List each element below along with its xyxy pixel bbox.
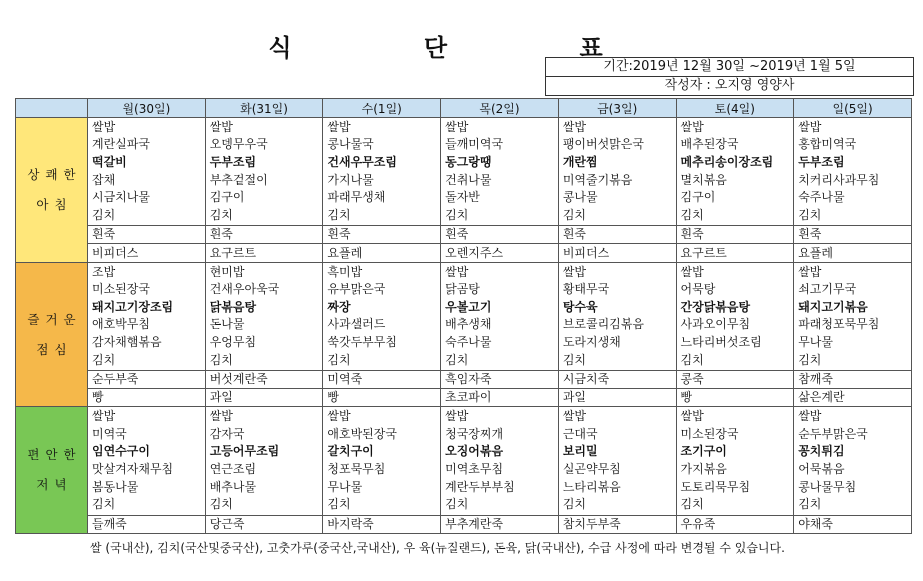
main-dish: 건새우무조림: [327, 155, 397, 169]
dish-item: 치커리사과무침: [798, 172, 880, 187]
author-text: 작성자 : 오지영 영양사: [546, 76, 913, 95]
menu-cell: [794, 118, 912, 226]
menu-cell: [558, 262, 676, 370]
day-header: 월(30일): [88, 99, 206, 118]
dish-item: 사과오이무침: [680, 317, 751, 332]
dish-item: 김구이: [209, 190, 245, 205]
dish-item: 배추생채: [445, 317, 492, 332]
origin-note: 쌀 (국내산), 김치(국산및중국산), 고춧가루(중국산,국내산), 우 육(뉴질랜드), 돈육, 닭(국내산), 수급 사정에 따라 변경될 수 있습니다.: [90, 541, 785, 555]
porridge-cell: 흰죽: [88, 226, 206, 244]
menu-cell: [441, 407, 559, 515]
dish-item: 쌀밥: [92, 409, 116, 424]
menu-cell: [441, 262, 559, 370]
dish-item: 청국장찌개: [445, 426, 504, 441]
dish-item: 콩나물무침: [798, 479, 857, 494]
porridge-cell: 우유죽: [676, 515, 794, 533]
dish-item: 김치: [562, 352, 586, 367]
lunch-main-row: [16, 262, 912, 370]
dish-item: 김치: [92, 497, 116, 512]
page-title: 식 단 표: [268, 34, 665, 62]
dish-item: 홍합미역국: [798, 137, 857, 152]
day-header: 일(5일): [794, 99, 912, 118]
porridge-cell: 흰죽: [205, 226, 323, 244]
lunch-label: [16, 262, 88, 407]
menu-cell: [205, 262, 323, 370]
dish-item: 돌자반: [445, 190, 480, 205]
porridge-cell: 야채죽: [794, 515, 912, 533]
dish-item: 김치: [327, 207, 351, 222]
dish-item: 김치: [92, 352, 116, 367]
main-dish: 우볼고기: [445, 299, 492, 314]
porridge-cell: 흰죽: [676, 226, 794, 244]
dish-item: 계란실파국: [92, 137, 150, 152]
menu-cell: [441, 118, 559, 226]
dish-item: 쌀밥: [680, 119, 704, 134]
meal-label-line: 편안한: [27, 447, 82, 463]
porridge-cell: 흰죽: [794, 226, 912, 244]
porridge-cell: 흰죽: [323, 226, 441, 244]
main-dish: 고등어무조림: [209, 444, 280, 459]
dish-item: 건취나물: [445, 172, 492, 187]
menu-cell: [676, 262, 794, 370]
dish-item: 김치: [445, 207, 469, 222]
dish-item: 팽이버섯맑은국: [562, 137, 644, 152]
dish-item: 연근조림: [209, 462, 257, 477]
main-dish: 갈치구이: [327, 444, 374, 459]
main-dish: 돼지고기장조림: [92, 299, 174, 314]
dish-item: 들깨미역국: [445, 137, 504, 152]
dish-item: 쌀밥: [562, 409, 586, 424]
dish-item: 콩나물국: [327, 137, 374, 152]
porridge-cell: 시금치죽: [558, 370, 676, 388]
snack-cell: 빵: [676, 389, 794, 407]
dish-item: 가지나물: [327, 172, 374, 187]
dish-item: 감자채햄볶음: [92, 334, 162, 349]
main-dish: 메추리송이장조림: [680, 155, 774, 169]
day-header: 토(4일): [676, 99, 794, 118]
main-dish: 두부조림: [798, 155, 845, 169]
menu-cell: [794, 407, 912, 515]
snack-cell: 초코파이: [441, 389, 559, 407]
dish-item: 김치: [562, 497, 586, 512]
main-dish: 오징어볶음: [445, 444, 504, 459]
main-dish: 간장닭볶음탕: [680, 299, 751, 314]
snack-cell: 삶은계란: [794, 389, 912, 407]
menu-cell: [323, 407, 441, 515]
dish-item: 어묵볶음: [798, 462, 845, 477]
dish-item: 쌀밥: [445, 409, 469, 424]
dish-item: 김치: [562, 207, 586, 222]
main-dish: 조기구이: [680, 444, 727, 459]
dish-item: 쌀밥: [327, 409, 351, 424]
dish-item: 파래무생채: [327, 190, 386, 205]
dish-item: 조밥: [92, 264, 116, 279]
dish-item: 김치: [327, 497, 351, 512]
main-dish: 돼지고기볶음: [798, 299, 868, 314]
main-dish: 개란찜: [562, 155, 598, 169]
dish-item: 김치: [209, 352, 233, 367]
porridge-cell: 당근죽: [205, 515, 323, 533]
main-dish: 닭볶음탕: [209, 299, 257, 314]
dish-item: 쌀밥: [798, 119, 822, 134]
menu-cell: [205, 118, 323, 226]
breakfast-snack-row: [16, 244, 912, 262]
menu-cell: [88, 407, 206, 515]
dish-item: 쌀밥: [562, 119, 586, 134]
snack-cell: 오렌지주스: [441, 244, 559, 262]
dish-item: 김치: [680, 497, 704, 512]
breakfast-main-row: [16, 118, 912, 226]
dish-item: 돈나물: [209, 317, 245, 332]
dish-item: 미소된장국: [92, 282, 150, 297]
dish-item: 청포묵무침: [327, 462, 386, 477]
menu-cell: [558, 407, 676, 515]
dish-item: 맛살겨자채무침: [92, 462, 174, 477]
dish-item: 느타리버섯조림: [680, 334, 762, 349]
main-dish: 임연수구이: [92, 444, 150, 459]
dish-item: 쌀밥: [92, 119, 116, 134]
dish-item: 쌀밥: [327, 119, 351, 134]
dish-item: 배추된장국: [680, 137, 739, 152]
header-corner: [16, 99, 88, 118]
main-dish: 떡갈비: [92, 155, 127, 169]
dish-item: 김치: [798, 497, 822, 512]
dish-item: 감자국: [209, 426, 245, 441]
dish-item: 쌀밥: [562, 264, 586, 279]
dish-item: 미역줄기볶음: [562, 172, 633, 187]
dish-item: 김치: [798, 207, 822, 222]
dish-item: 쌀밥: [680, 409, 704, 424]
dish-item: 브로콜리김볶음: [562, 317, 644, 332]
dish-item: 느타리볶음: [562, 479, 621, 494]
day-header: 목(2일): [441, 99, 559, 118]
snack-cell: 과일: [205, 389, 323, 407]
dish-item: 김치: [92, 207, 116, 222]
dish-item: 미역국: [92, 426, 127, 441]
dish-item: 잡채: [92, 172, 116, 187]
dinner-label: [16, 407, 88, 534]
porridge-cell: 바지락죽: [323, 515, 441, 533]
dish-item: 근대국: [562, 426, 598, 441]
breakfast-label: [16, 118, 88, 263]
menu-cell: [323, 118, 441, 226]
main-dish: 보리밀: [562, 444, 598, 459]
dish-item: 실곤약무침: [562, 462, 621, 477]
dish-item: 미소된장국: [680, 426, 739, 441]
dish-item: 쌀밥: [445, 264, 469, 279]
dish-item: 쑥갓두부무침: [327, 334, 397, 349]
dish-item: 쌀밥: [798, 264, 822, 279]
menu-table: [15, 98, 912, 534]
porridge-cell: 순두부죽: [88, 370, 206, 388]
snack-cell: 빵: [323, 389, 441, 407]
lunch-porridge-row: [16, 370, 912, 388]
meal-label-line: 즐거운: [27, 311, 82, 327]
period-text: 기간:2019년 12월 30일 ~2019년 1월 5일: [603, 59, 856, 74]
main-dish: 동그랑땡: [445, 155, 492, 169]
snack-cell: 비피더스: [558, 244, 676, 262]
dish-item: 배추나물: [209, 479, 257, 494]
dish-item: 김치: [680, 207, 704, 222]
dish-item: 쌀밥: [680, 264, 704, 279]
snack-cell: 과일: [558, 389, 676, 407]
breakfast-porridge-row: [16, 226, 912, 244]
dish-item: 봄동나물: [92, 479, 139, 494]
dinner-porridge-row: [16, 515, 912, 533]
snack-cell: 요플레: [323, 244, 441, 262]
dish-item: 흑미밥: [327, 264, 363, 279]
menu-cell: [88, 262, 206, 370]
dish-item: 쌀밥: [445, 119, 469, 134]
snack-cell: 비피더스: [88, 244, 206, 262]
dinner-main-row: [16, 407, 912, 515]
meal-label-line: 아침: [36, 196, 73, 212]
dish-item: 김치: [209, 207, 233, 222]
day-header: 수(1일): [323, 99, 441, 118]
dish-item: 계란두부부침: [445, 479, 515, 494]
dish-item: 쌀밥: [209, 119, 233, 134]
menu-cell: [676, 407, 794, 515]
main-dish: 두부조림: [209, 155, 257, 169]
dish-item: 숙주나물: [445, 334, 492, 349]
dish-item: 부추겉절이: [209, 172, 268, 187]
dish-item: 숙주나물: [798, 190, 845, 205]
dish-item: 사과샐러드: [327, 317, 386, 332]
menu-body: [16, 118, 912, 534]
menu-cell: [558, 118, 676, 226]
dish-item: 우엉무침: [209, 334, 257, 349]
meal-label-line: 점심: [36, 341, 73, 357]
dish-item: 어묵탕: [680, 282, 716, 297]
dish-item: 쇠고기무국: [798, 282, 857, 297]
dish-item: 콩나물: [562, 190, 598, 205]
porridge-cell: 흰죽: [441, 226, 559, 244]
menu-cell: [323, 262, 441, 370]
porridge-cell: 흰죽: [558, 226, 676, 244]
snack-cell: 빵: [88, 389, 206, 407]
dish-item: 미역초무침: [445, 462, 504, 477]
dish-item: 쌀밥: [798, 409, 822, 424]
dish-item: 김구이: [680, 190, 716, 205]
snack-cell: 요구르트: [205, 244, 323, 262]
main-dish: 짜장: [327, 299, 351, 314]
dish-item: 쌀밥: [209, 409, 233, 424]
dish-item: 김치: [798, 352, 822, 367]
day-header: 금(3일): [558, 99, 676, 118]
header-row: [16, 99, 912, 118]
lunch-snack-row: [16, 389, 912, 407]
porridge-cell: 참깨죽: [794, 370, 912, 388]
porridge-cell: 콩죽: [676, 370, 794, 388]
dish-item: 도라지생채: [562, 334, 621, 349]
info-box: [545, 57, 914, 96]
dish-item: 오뎅무우국: [209, 137, 268, 152]
dish-item: 황태무국: [562, 282, 610, 297]
dish-item: 가지볶음: [680, 462, 727, 477]
dish-item: 김치: [209, 497, 233, 512]
porridge-cell: 들깨죽: [88, 515, 206, 533]
porridge-cell: 부추계란죽: [441, 515, 559, 533]
main-dish: 탕수육: [562, 299, 598, 314]
dish-item: 순두부맑은국: [798, 426, 868, 441]
dish-item: 유부맑은국: [327, 282, 386, 297]
dish-item: 무나물: [327, 479, 363, 494]
porridge-cell: 흑임자죽: [441, 370, 559, 388]
dish-item: 파래청포묵무침: [798, 317, 880, 332]
dish-item: 도토리묵무침: [680, 479, 751, 494]
dish-item: 무나물: [798, 334, 833, 349]
dish-item: 김치: [445, 497, 469, 512]
dish-item: 김치: [327, 352, 351, 367]
day-header: 화(31일): [205, 99, 323, 118]
snack-cell: 요플레: [794, 244, 912, 262]
porridge-cell: 버섯계란죽: [205, 370, 323, 388]
porridge-cell: 참치두부죽: [558, 515, 676, 533]
main-dish: 꽁치튀김: [798, 444, 845, 459]
dish-item: 김치: [445, 352, 469, 367]
meal-label-line: 상쾌한: [27, 166, 82, 182]
menu-cell: [676, 118, 794, 226]
snack-cell: 요구르트: [676, 244, 794, 262]
dish-item: 닭곰탕: [445, 282, 480, 297]
menu-cell: [794, 262, 912, 370]
dish-item: 김치: [680, 352, 704, 367]
dish-item: 애호박된장국: [327, 426, 397, 441]
dish-item: 애호박무침: [92, 317, 150, 332]
porridge-cell: 미역죽: [323, 370, 441, 388]
menu-cell: [88, 118, 206, 226]
dish-item: 현미밥: [209, 264, 245, 279]
meal-label-line: 저녁: [36, 477, 73, 493]
dish-item: 시금치나물: [92, 190, 150, 205]
dish-item: 건새우아욱국: [209, 282, 280, 297]
dish-item: 멸치볶음: [680, 172, 727, 187]
menu-cell: [205, 407, 323, 515]
